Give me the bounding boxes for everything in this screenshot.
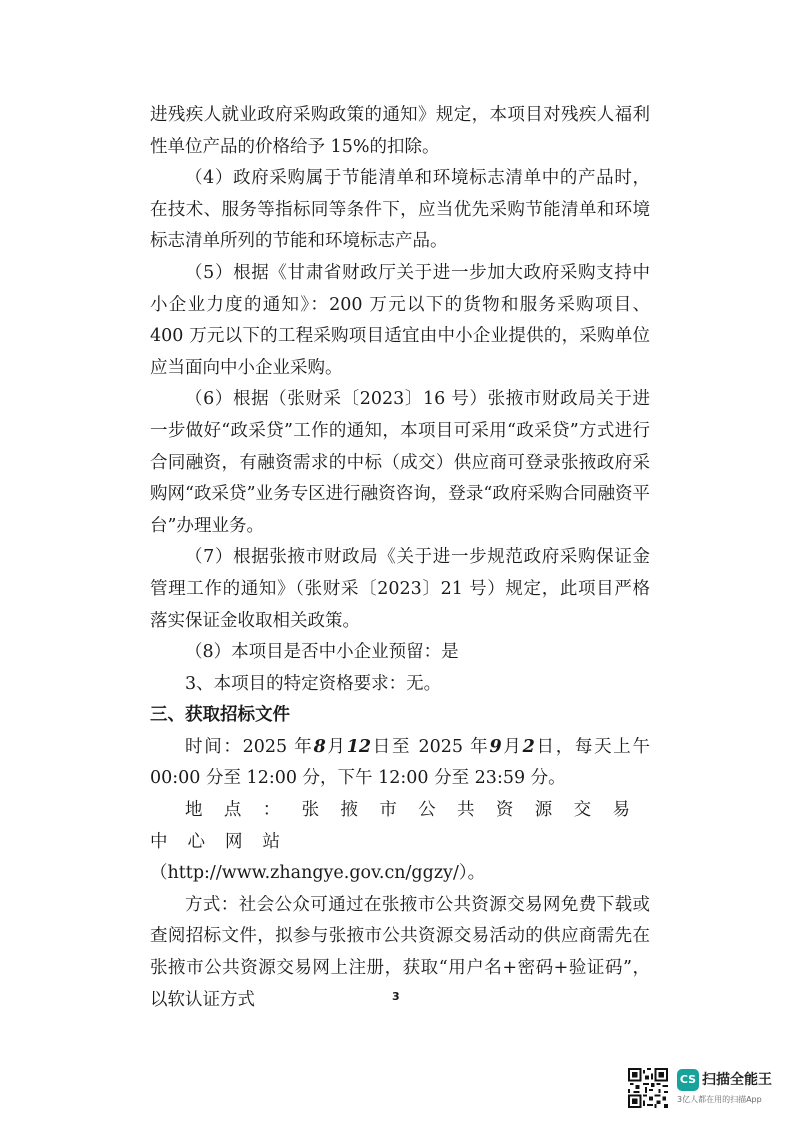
document-body bbox=[150, 100, 650, 1016]
handwritten-start-month: 8 bbox=[313, 736, 326, 757]
watermark-subtitle: 3亿人都在用的扫描App bbox=[677, 1095, 762, 1104]
watermark-title: 扫描全能王 bbox=[702, 1072, 772, 1088]
qr-code-icon bbox=[628, 1068, 668, 1108]
handwritten-start-day: 12 bbox=[346, 736, 372, 757]
paragraph-item-4: （4）政府采购属于节能清单和环境标志清单中的产品时，在技术、服务等指标同等条件下，应当优先采购节能清单和环境标志清单所列的节能和环境标志产品。 bbox=[150, 168, 650, 252]
time-mid: 日至 2025 年 bbox=[371, 736, 490, 757]
page-number: 3 bbox=[392, 990, 400, 1003]
paragraph-item-8: （8）本项目是否中小企业预留：是 bbox=[185, 642, 459, 663]
scanner-watermark bbox=[628, 1066, 778, 1110]
time-month-label-2: 月 bbox=[501, 736, 523, 757]
paragraph-item-5: （5）根据《甘肃省财政厅关于进一步加大政府采购支持中小企业力度的通知》：200 万元以下的货物和服务采购项目、400 万元以下的工程采购项目适宜由中小企业提供的，采购单位应当面向中小企业采购。 bbox=[150, 262, 650, 378]
section-heading: 三、获取招标文件 bbox=[150, 705, 290, 726]
handwritten-end-month: 9 bbox=[489, 736, 502, 757]
paragraph-item-7: （7）根据张掖市财政局《关于进一步规范政府采购保证金管理工作的通知》（张财采〔2023〕21 号）规定，此项目严格落实保证金收取相关政策。 bbox=[150, 547, 650, 631]
paragraph-method: 方式：社会公众可通过在张掖市公共资源交易网免费下载或查阅招标文件，拟参与张掖市公共资源交易活动的供应商需先在张掖市公共资源交易网上注册，获取“用户名+密码+验证码”，以软认证方式 bbox=[150, 894, 650, 1010]
paragraph-disability-policy: 进残疾人就业政府采购政策的通知》规定，本项目对残疾人福利性单位产品的价格给予 15%的扣除。 bbox=[150, 105, 650, 157]
paragraph-location-line1: 地点：张掖市公共资源交易中心网站 bbox=[150, 800, 650, 852]
time-prefix: 时间：2025 年 bbox=[185, 736, 314, 757]
time-suffix: 日，每天上午 00:00 分至 12:00 分，下午 12:00 分至 23:59 分。 bbox=[150, 736, 651, 789]
paragraph-item-3: 3、本项目的特定资格要求：无。 bbox=[185, 673, 442, 694]
handwritten-end-day: 2 bbox=[522, 736, 535, 757]
time-month-label-1: 月 bbox=[325, 736, 347, 757]
paragraph-time bbox=[150, 732, 650, 795]
camscanner-logo-icon: CS bbox=[677, 1069, 699, 1091]
paragraph-item-6: （6）根据（张财采〔2023〕16 号）张掖市财政局关于进一步做好“政采贷”工作的通知，本项目可采用“政采贷”方式进行合同融资，有融资需求的中标（成交）供应商可登录张掖政府采购网“政采贷”业务专区进行融资咨询，登录“政府采购合同融资平台”办理业务。 bbox=[150, 389, 650, 536]
paragraph-location-url: （http://www.zhangye.gov.cn/ggzy/）。 bbox=[150, 863, 486, 884]
